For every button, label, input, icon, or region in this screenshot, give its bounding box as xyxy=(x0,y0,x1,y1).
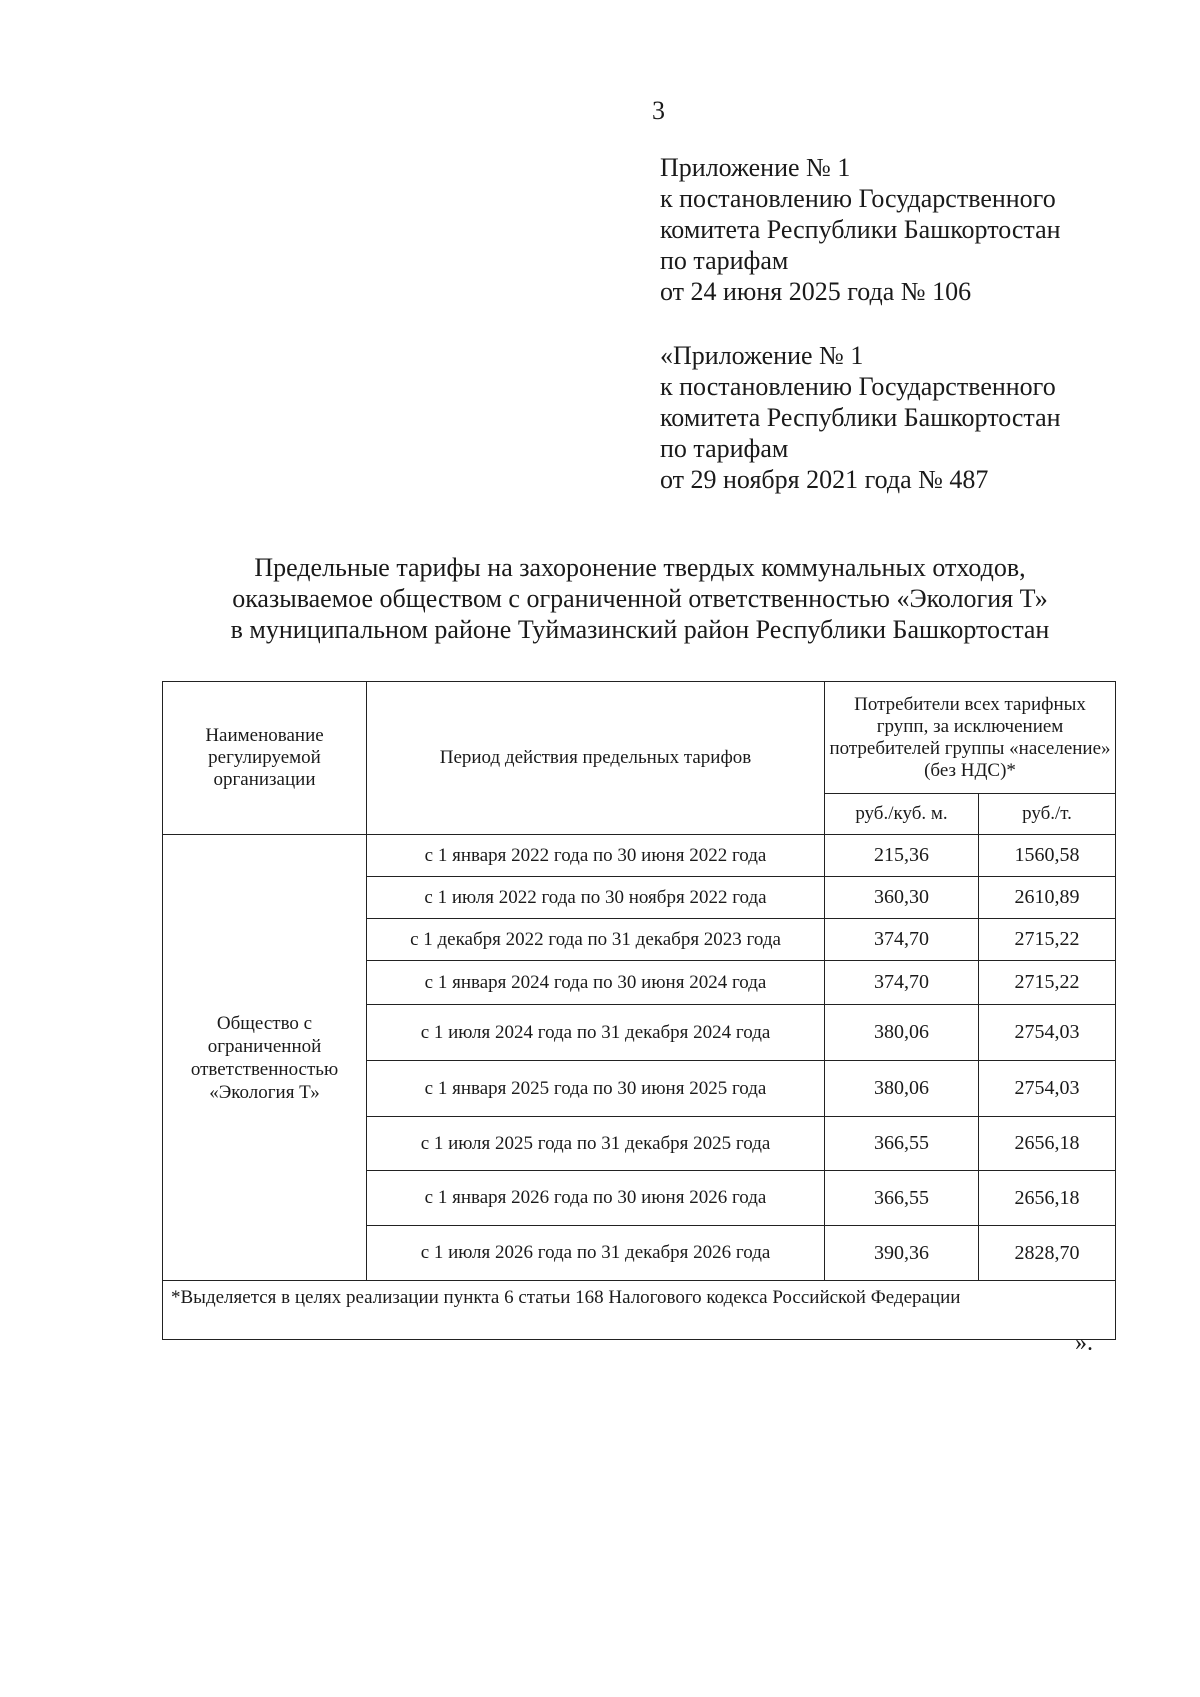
value-rub-t: 2754,03 xyxy=(979,1061,1116,1117)
value-rub-t: 2610,89 xyxy=(979,877,1116,919)
period-cell: с 1 декабря 2022 года по 31 декабря 2023 года xyxy=(367,919,825,961)
annex-line: комитета Республики Башкортостан xyxy=(660,403,1061,432)
period-cell: с 1 января 2022 года по 30 июня 2022 года xyxy=(367,835,825,877)
value-rub-t: 1560,58 xyxy=(979,835,1116,877)
annex-line: к постановлению Государственного xyxy=(660,184,1056,213)
annex-header-current xyxy=(660,152,1061,307)
period-cell: с 1 января 2026 года по 30 июня 2026 года xyxy=(367,1171,825,1226)
annex-line: по тарифам xyxy=(660,246,789,275)
title-line: в муниципальном районе Туймазинский район Республики Башкортостан xyxy=(230,615,1050,644)
value-rub-m3: 366,55 xyxy=(825,1171,979,1226)
value-rub-t: 2715,22 xyxy=(979,961,1116,1005)
annex-line: по тарифам xyxy=(660,434,789,463)
value-rub-m3: 374,70 xyxy=(825,919,979,961)
annex-line: от 29 ноября 2021 года № 487 xyxy=(660,465,989,494)
value-rub-m3: 380,06 xyxy=(825,1061,979,1117)
annex-line: к постановлению Государственного xyxy=(660,372,1056,401)
tariff-table xyxy=(162,681,1116,1340)
period-cell: с 1 июля 2022 года по 30 ноября 2022 года xyxy=(367,877,825,919)
value-rub-t: 2828,70 xyxy=(979,1226,1116,1281)
header-consumers: Потребители всех тарифных групп, за исключением потребителей группы «население» (без НДС)* xyxy=(825,682,1116,794)
value-rub-m3: 366,55 xyxy=(825,1117,979,1171)
period-cell: с 1 июля 2026 года по 31 декабря 2026 года xyxy=(367,1226,825,1281)
value-rub-m3: 380,06 xyxy=(825,1005,979,1061)
annex-line: комитета Республики Башкортостан xyxy=(660,215,1061,244)
value-rub-m3: 360,30 xyxy=(825,877,979,919)
period-cell: с 1 июля 2024 года по 31 декабря 2024 года xyxy=(367,1005,825,1061)
annex-line: Приложение № 1 xyxy=(660,153,851,182)
table-footnote: *Выделяется в целях реализации пункта 6 статьи 168 Налогового кодекса Российской Федерации xyxy=(163,1281,1116,1340)
title-line: Предельные тарифы на захоронение твердых коммунальных отходов, xyxy=(254,553,1026,582)
value-rub-t: 2656,18 xyxy=(979,1171,1116,1226)
annex-header-previous xyxy=(660,340,1061,495)
period-cell: с 1 января 2024 года по 30 июня 2024 года xyxy=(367,961,825,1005)
closing-quote-mark: ». xyxy=(1075,1330,1093,1356)
value-rub-t: 2656,18 xyxy=(979,1117,1116,1171)
title-line: оказываемое обществом с ограниченной ответственностью «Экология Т» xyxy=(232,584,1048,613)
value-rub-t: 2715,22 xyxy=(979,919,1116,961)
annex-line: от 24 июня 2025 года № 106 xyxy=(660,277,972,306)
period-cell: с 1 января 2025 года по 30 июня 2025 года xyxy=(367,1061,825,1117)
value-rub-t: 2754,03 xyxy=(979,1005,1116,1061)
value-rub-m3: 374,70 xyxy=(825,961,979,1005)
header-unit-t: руб./т. xyxy=(979,794,1116,835)
header-unit-m3: руб./куб. м. xyxy=(825,794,979,835)
period-cell: с 1 июля 2025 года по 31 декабря 2025 года xyxy=(367,1117,825,1171)
header-period: Период действия предельных тарифов xyxy=(367,682,825,835)
organization-cell: Общество с ограниченной ответственностью «Экология Т» xyxy=(163,835,367,1281)
value-rub-m3: 215,36 xyxy=(825,835,979,877)
value-rub-m3: 390,36 xyxy=(825,1226,979,1281)
page-number: 3 xyxy=(652,96,665,125)
table-row xyxy=(163,835,1116,877)
header-organization: Наименование регулируемой организации xyxy=(163,682,367,835)
document-title xyxy=(160,552,1120,645)
annex-line: «Приложение № 1 xyxy=(660,341,864,370)
